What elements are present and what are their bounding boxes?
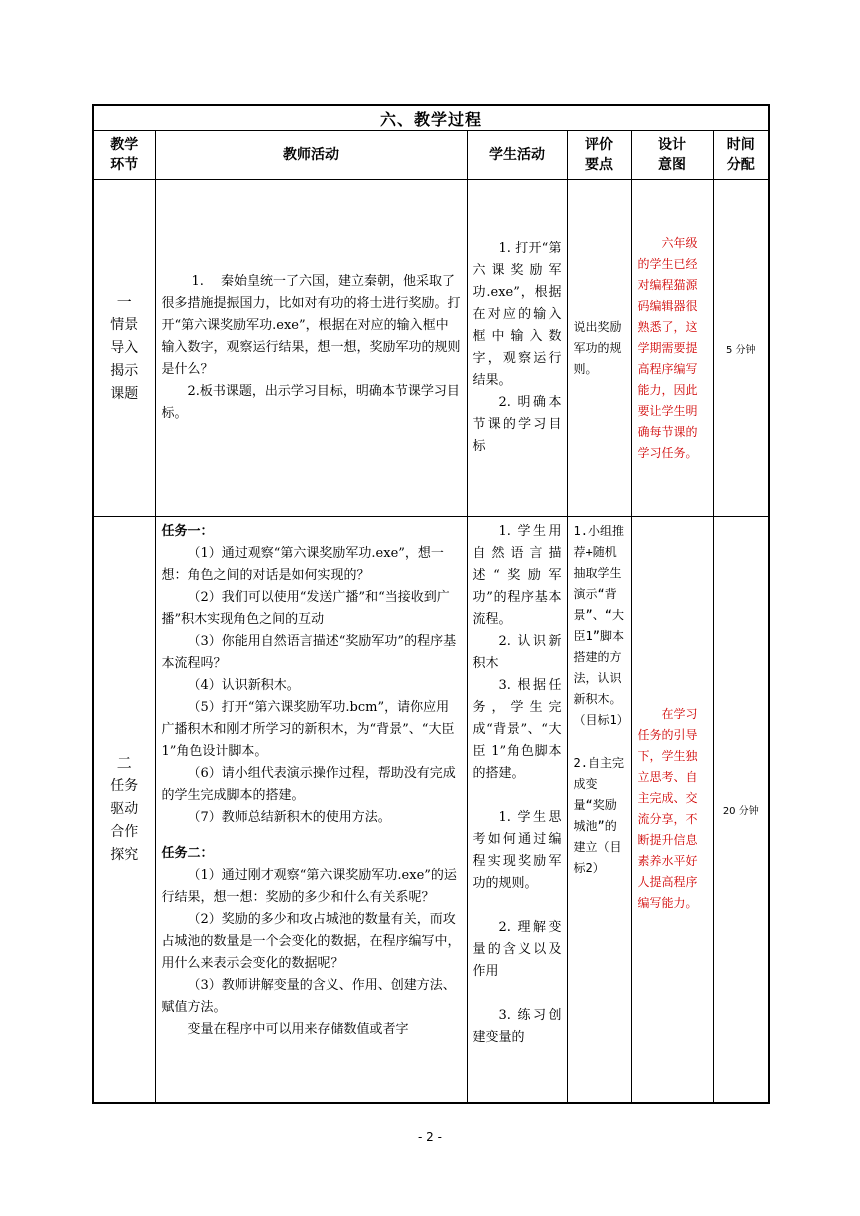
stage-1-number: 一 [116,292,132,311]
header-design: 设计意图 [631,131,713,180]
header-teacher: 教师活动 [155,131,467,180]
student-2a-item-1: 1. 学生用自然语言描述“奖励军功”的程序基本流程。 [472,524,562,627]
student-2b-item-1: 1. 学生思考如何通过编程实现奖励军功的规则。 [472,810,562,891]
student-2a-item-3: 3. 根据任务，学生完成“背景”、“大臣 1”角色脚本的搭建。 [472,678,562,781]
teacher-activity-2 [155,517,467,1103]
task-1-step-6: （6）请小组代表演示操作过程，帮助没有完成的学生完成脚本的搭建。 [161,766,456,803]
header-student: 学生活动 [467,131,567,180]
eval-2b: 2.自主完成变量“奖励城池”的建立（目标2） [573,756,624,875]
teacher-1-item-1: 1. 秦始皇统一了六国，建立秦朝，他采取了很多措施提振国力，比如对有功的将士进行奖励。打开“第六课奖励军功.exe”，根据在对应的输入框中输入数字，观察运行结果，想一想，奖励军功的规则是什么？ [161,274,461,377]
task-2-tail: 变量在程序中可以用来存储数值或者字 [187,1022,409,1037]
student-1-item-2: 2. 明确本节课的学习目标 [472,395,562,454]
design-1: 六年级的学生已经对编程猫源码编辑器很熟悉了，这学期需要提高程序编写能力，因此要让学生明确每节课的学习任务。 [631,180,713,517]
teacher-activity-1 [155,180,467,517]
header-eval: 评价要点 [567,131,631,180]
student-2a-item-2: 2. 认识新积木 [472,634,562,671]
task-1-step-7: （7）教师总结新积木的使用方法。 [187,810,391,825]
task-1-step-4: （4）认识新积木。 [187,678,300,693]
task-2-label: 任务二： [161,846,214,861]
student-activity-2 [467,517,567,1103]
time-2: 20 分钟 [713,517,769,1103]
eval-2a: 1.小组推荐+随机抽取学生演示“背景”、“大臣1”脚本搭建的方法，认识新积木。（目标1） [573,524,629,727]
stage-2 [93,517,155,1103]
task-1-label: 任务一： [161,524,214,539]
page-number: - 2 - [418,1130,442,1144]
student-2b-item-3: 3. 练习创建变量的 [472,1008,562,1045]
task-1-step-2: （2）我们可以使用“发送广播”和“当接收到广播”积木实现角色之间的互动 [161,590,450,627]
eval-1: 说出奖励军功的规则。 [567,180,631,517]
teaching-process-table [92,104,770,1104]
stage-1-name: 情景导入揭示课题 [110,316,139,402]
stage-2-name: 任务驱动合作探究 [110,777,139,863]
stage-1 [93,180,155,517]
eval-2 [567,517,631,1103]
task-1-step-1: （1）通过观察“第六课奖励军功.exe”，想一想：角色之间的对话是如何实现的？ [161,546,444,583]
student-1-item-1: 1. 打开“第六课奖励军功.exe”，根据在对应的输入框中输入数字，观察运行结果。 [472,241,562,388]
task-2-step-1: （1）通过刚才观察“第六课奖励军功.exe”的运行结果，想一想：奖励的多少和什么有关系呢？ [161,868,457,905]
header-time: 时间分配 [713,131,769,180]
teacher-1-item-2: 2.板书课题，出示学习目标，明确本节课学习目标。 [161,384,460,421]
stage-2-number: 二 [116,753,132,772]
design-2: 在学习任务的引导下，学生独立思考、自主完成、交流分享，不断提升信息素养水平好人提高程序编写能力。 [631,517,713,1103]
time-1: 5 分钟 [713,180,769,517]
task-1-step-5: （5）打开“第六课奖励军功.bcm”，请你应用广播积木和刚才所学习的新积木，为“背景”、“大臣 1”角色设计脚本。 [161,700,455,759]
student-activity-1 [467,180,567,517]
student-2b-item-2: 2. 理解变量的含义以及作用 [472,920,562,979]
header-stage: 教学环节 [93,131,155,180]
task-2-step-3: （3）教师讲解变量的含义、作用、创建方法、赋值方法。 [161,978,456,1015]
table-title: 六、教学过程 [93,105,769,131]
task-2-step-2: （2）奖励的多少和攻占城池的数量有关，而攻占城池的数量是一个会变化的数据，在程序编写中，用什么来表示会变化的数据呢？ [161,912,461,971]
task-1-step-3: （3）你能用自然语言描述“奖励军功”的程序基本流程吗？ [161,634,457,671]
